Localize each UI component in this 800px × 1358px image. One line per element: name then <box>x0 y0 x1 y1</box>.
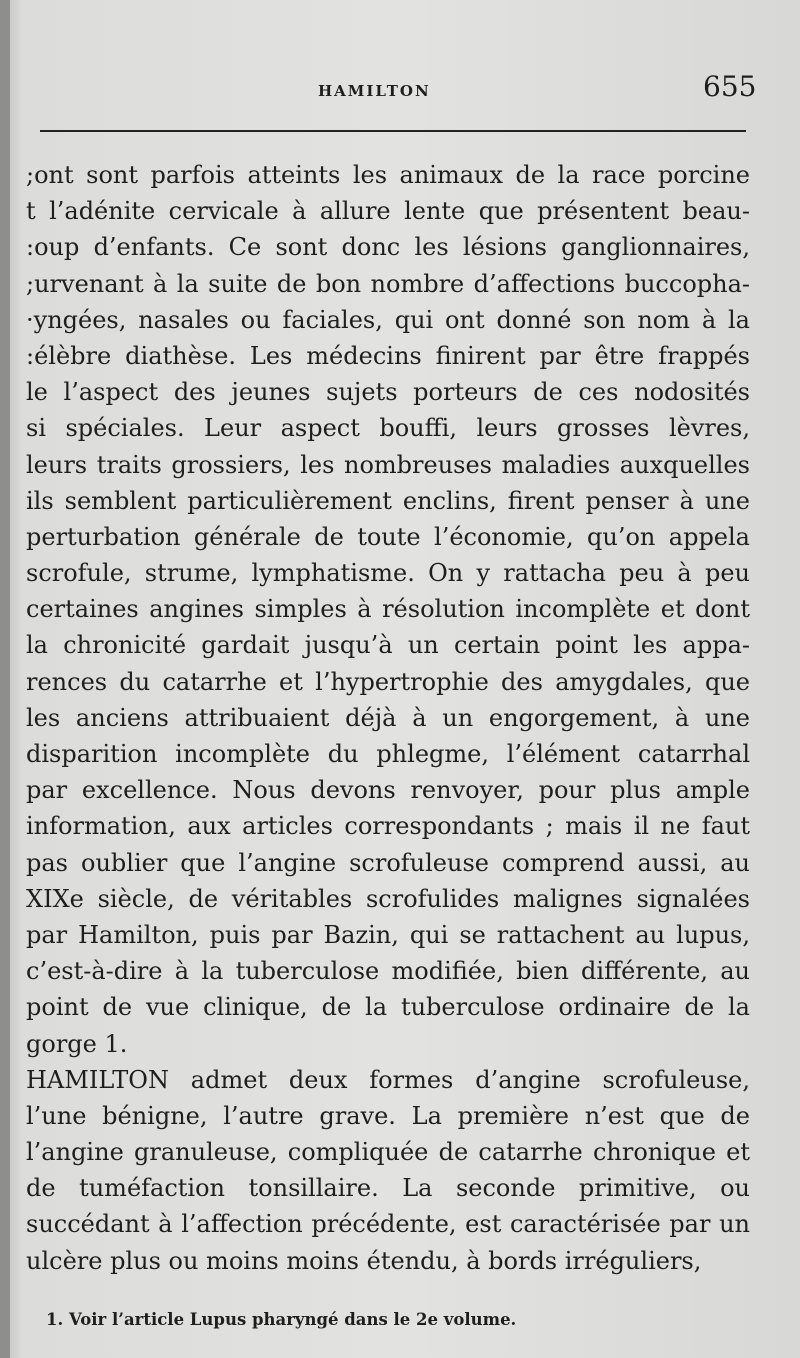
text-line: ;ont sont parfois atteints les animaux de la race porcine <box>26 161 750 189</box>
text-line: pas oublier que l’angine scrofuleuse comprend aussi, au <box>26 848 750 877</box>
text-line: rences du catarrhe et l’hypertrophie des amygdales, que <box>26 667 750 696</box>
text-line: perturbation générale de toute l’économie, qu’on appela <box>26 522 750 551</box>
text-line: certaines angines simples à résolution incomplète et dont <box>26 595 750 624</box>
text-line: :élèbre diathèse. Les médecins finirent par être frappés <box>26 341 750 370</box>
text-line: par Hamilton, puis par Bazin, qui se rattachent au lupus, <box>26 920 750 949</box>
text-line: succédant à l’affection précédente, est caractérisée par un <box>26 1210 750 1239</box>
text-line: le l’aspect des jeunes sujets porteurs de ces nodosités <box>26 378 750 407</box>
text-line: l’une bénigne, l’autre grave. La première n’est que de <box>26 1101 750 1130</box>
text-line: de tuméfaction tonsillaire. La seconde primitive, ou <box>26 1174 750 1203</box>
text-line: disparition incomplète du phlegme, l’élément catarrhal <box>26 740 750 768</box>
text-line: XIXe siècle, de véritables scrofulides malignes signalées <box>26 884 750 913</box>
text-line: ils semblent particulièrement enclins, firent penser à une <box>26 486 750 515</box>
text-line: scrofule, strume, lymphatisme. On y rattacha peu à peu <box>26 559 750 588</box>
text-line: t l’adénite cervicale à allure lente que présentent beau- <box>26 197 750 226</box>
text-line: l’angine granuleuse, compliquée de catarrhe chronique et <box>26 1138 750 1167</box>
text-line: les anciens attribuaient déjà à un engorgement, à une <box>26 703 750 732</box>
page-binding-edge <box>0 0 10 1358</box>
header-rule <box>40 130 746 132</box>
text-line: ·yngées, nasales ou faciales, qui ont donné son nom à la <box>26 305 750 334</box>
text-line: point de vue clinique, de la tuberculose ordinaire de la <box>26 993 750 1022</box>
text-line: information, aux articles correspondants ; mais il ne faut <box>26 812 750 841</box>
text-line: ;urvenant à la suite de bon nombre d’affections buccopha- <box>26 269 750 298</box>
text-line: ulcère plus ou moins moins étendu, à bords irréguliers, <box>26 1246 702 1275</box>
text-line: gorge 1. <box>26 1029 128 1058</box>
footnote: 1. Voir l’article Lupus pharyngé dans le 2e volume. <box>46 1310 517 1329</box>
text-line: par excellence. Nous devons renvoyer, pour plus ample <box>26 776 750 805</box>
text-line: HAMILTON admet deux formes d’angine scrofuleuse, <box>26 1065 750 1094</box>
text-line: c’est-à-dire à la tuberculose modifiée, bien différente, au <box>26 957 750 986</box>
text-line: leurs traits grossiers, les nombreuses maladies auxquelles <box>26 450 750 479</box>
text-line: la chronicité gardait jusqu’à un certain point les appa- <box>26 631 750 660</box>
body-text <box>26 157 750 1279</box>
text-line: :oup d’enfants. Ce sont donc les lésions ganglionnaires, <box>26 233 750 262</box>
text-line: si spéciales. Leur aspect bouffi, leurs grosses lèvres, <box>26 414 750 443</box>
page-number: 655 <box>703 70 757 103</box>
running-title: HAMILTON <box>318 82 431 100</box>
